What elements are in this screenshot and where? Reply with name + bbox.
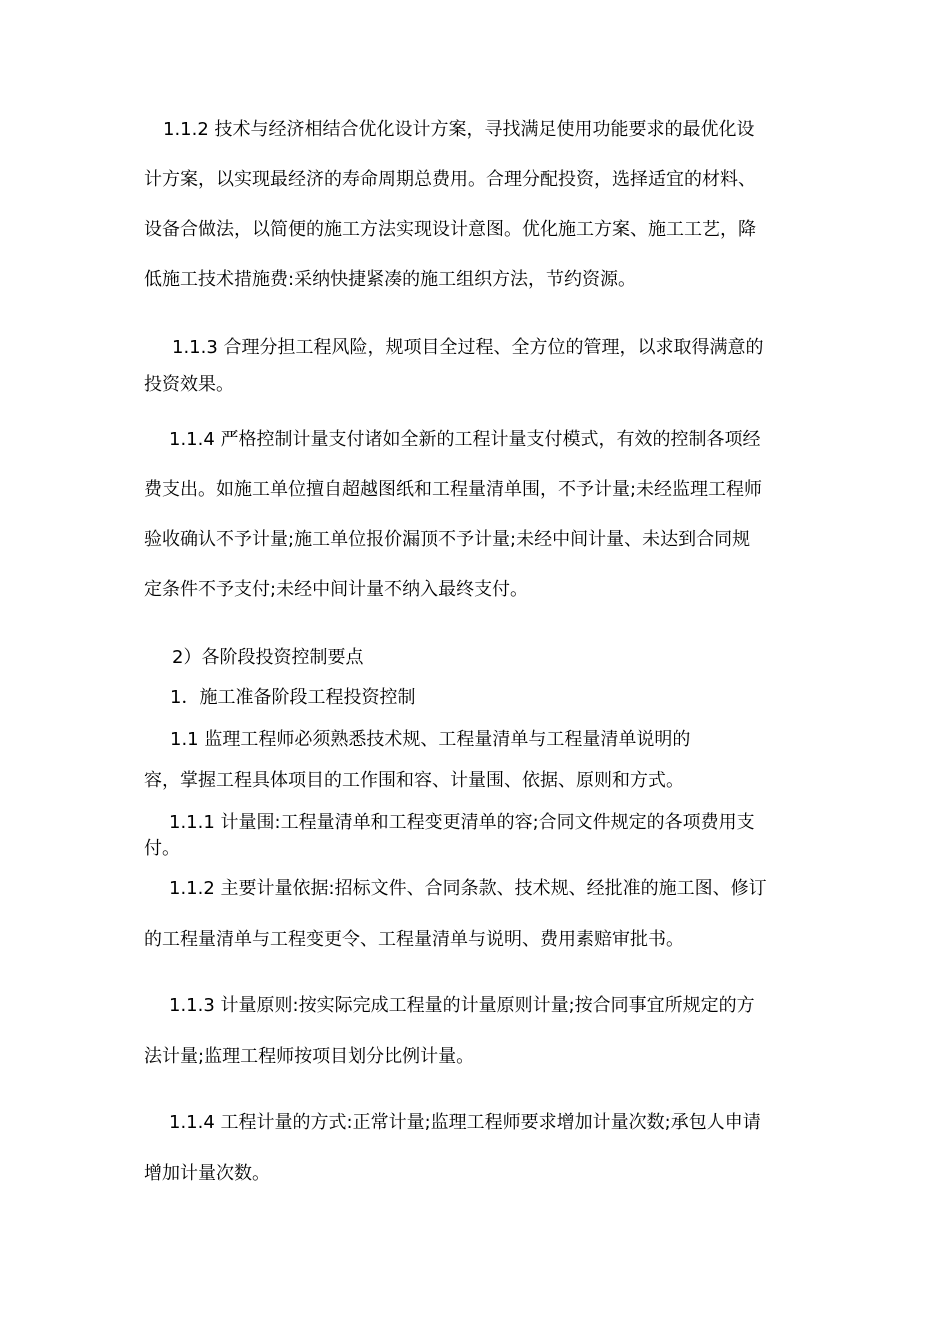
text-line-5: 1.1.3 合理分担工程风险，规项目全过程、全方位的管理，以求取得满意的 bbox=[172, 337, 764, 358]
text-line-6: 投资效果。 bbox=[144, 374, 234, 395]
text-line-18: 的工程量清单与工程变更令、工程量清单与说明、费用素赔审批书。 bbox=[144, 929, 684, 950]
text-line-1: 1.1.2 技术与经济相结合优化设计方案，寻找满足使用功能要求的最优化设 bbox=[163, 119, 755, 140]
text-line-7: 1.1.4 严格控制计量支付诸如全新的工程计量支付模式，有效的控制各项经 bbox=[169, 429, 761, 450]
text-line-19: 1.1.3 计量原则:按实际完成工程量的计量原则计量;按合同事宜所规定的方 bbox=[169, 995, 755, 1016]
text-line-14: 容，掌握工程具体项目的工作围和容、计量围、依据、原则和方式。 bbox=[144, 770, 684, 791]
text-line-10: 定条件不予支付;未经中间计量不纳入最终支付。 bbox=[144, 579, 529, 600]
subsection-heading: 1．施工准备阶段工程投资控制 bbox=[170, 687, 416, 708]
text-line-16: 付。 bbox=[144, 838, 180, 859]
text-line-9: 验收确认不予计量;施工单位报价漏顶不予计量;未经中间计量、未达到合同规 bbox=[144, 529, 751, 550]
text-line-22: 增加计量次数。 bbox=[144, 1163, 270, 1184]
text-line-21: 1.1.4 工程计量的方式:正常计量;监理工程师要求增加计量次数;承包人申请 bbox=[169, 1112, 761, 1133]
text-line-17: 1.1.2 主要计量依据:招标文件、合同条款、技术规、经批准的施工图、修订 bbox=[169, 878, 767, 899]
section-heading: 2）各阶段投资控制要点 bbox=[172, 647, 364, 668]
text-line-13: 1.1 监理工程师必须熟悉技术规、工程量清单与工程量清单说明的 bbox=[170, 729, 691, 750]
text-line-8: 费支出。如施工单位擅自超越图纸和工程量清单围，不予计量;未经监理工程师 bbox=[144, 479, 763, 500]
text-line-2: 计方案，以实现最经济的寿命周期总费用。合理分配投资，选择适宜的材料、 bbox=[144, 169, 756, 190]
text-line-20: 法计量;监理工程师按项目划分比例计量。 bbox=[144, 1046, 475, 1067]
text-line-15: 1.1.1 计量围:工程量清单和工程变更清单的容;合同文件规定的各项费用支 bbox=[169, 812, 755, 833]
text-line-4: 低施工技术措施费:采纳快捷紧凑的施工组织方法，节约资源。 bbox=[144, 269, 637, 290]
text-line-3: 设备合做法，以简便的施工方法实现设计意图。优化施工方案、施工工艺，降 bbox=[144, 219, 756, 240]
